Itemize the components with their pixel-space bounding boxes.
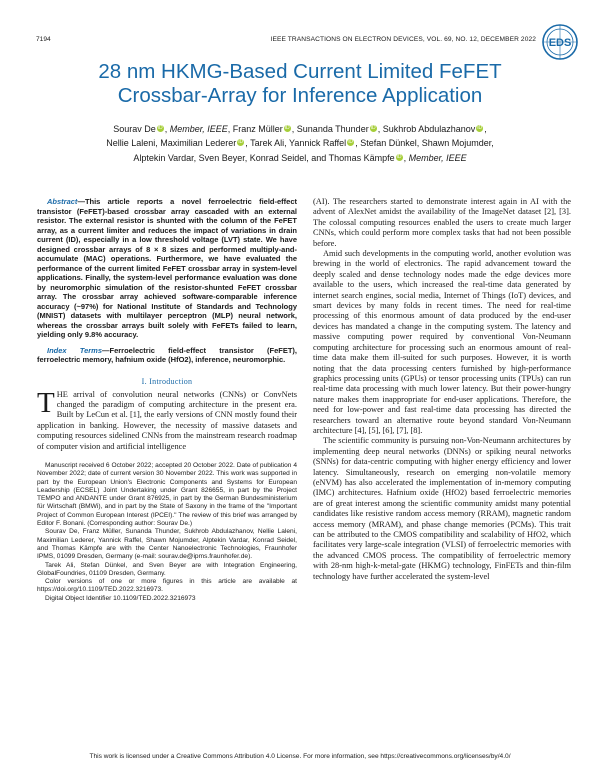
footnote-affiliation-1: Sourav De, Franz Müller, Sunanda Thunder, Sukhrob Abdulazhanov, Nellie Laleni, Maximilian Lederer, Yannick Raffel, Shawn Mojumder, Alptekin Vardar, Konrad Seidel, and Thomas Kämpfe are with the Center Nanoelectronic Technologies, Fraunhofer IPMS, 01099 Dresden, Germany (e-mail: sourav.de@ipms.fraunhofer.de). <box>37 528 297 561</box>
author-text: , Franz Müller <box>227 124 283 134</box>
author-text: Nellie Laleni, Maximilian Lederer <box>106 138 237 149</box>
abstract <box>37 197 297 340</box>
orcid-icon[interactable]: iD <box>370 125 376 131</box>
section-heading-introduction: I. Introduction <box>141 376 193 386</box>
author-text: Sourav De <box>113 124 156 134</box>
footnote-color-versions[interactable]: Color versions of one or more figures in this article are available at https://doi.org/10.1109/TED.2022.3216973. <box>37 578 297 594</box>
author-text: , Sukhrob Abdulazhanov <box>377 124 476 134</box>
author-text: , Stefan Dünkel, Shawn Mojumder, <box>355 138 494 149</box>
abstract-text: —This article reports a novel ferroelectric field-effect transistor (FeFET)-based crossbar array cascaded with an external resistor. The external resistor is shunted with the column of the FeFET array, as a current limiter and reduces the impact of variations in drain current (ID), especially in a low threshold voltage (LVT) state. We have designed crossbar arrays of 8 × 8 sizes and performed multiply-and-accumulate (MAC) operations. Furthermore, we have evaluated the performance of the current limited FeFET crossbar array in system-level applications. Finally, the system-level performance evaluation was done by neuromorphic simulation of the resistor-shunted FeFET crossbar array. The crossbar array achieved software-comparable inference accuracy (~97%) for National Institute of Standards and Technology (MNIST) datasets with multilayer perceptron (MLP) neural network, whereas the crossbar arrays built solely with FeFETs failed to learn, yielding only 9.8% accuracy. <box>37 197 297 339</box>
drop-cap: T <box>37 386 55 419</box>
author-text: Alptekin Vardar, Sven Beyer, Konrad Seidel, and Thomas Kämpfe <box>133 152 395 163</box>
orcid-icon[interactable]: iD <box>396 153 402 160</box>
author-text: , Sunanda Thunder <box>291 124 369 134</box>
orcid-icon[interactable]: iD <box>348 139 354 146</box>
paper-title <box>40 60 560 108</box>
right-column <box>313 197 571 582</box>
orcid-icon[interactable]: iD <box>284 125 290 131</box>
body-paragraph: Amid such developments in the computing world, another evolution was brewing in the world of electronics. The rapid advancement toward the deeply scaled and dense technology nodes made the edge devices more available to the users, which increased the real-time data generated by internet search engines, social media, Internet of Things (IoT) devices, and smart devices by many folds in recent times. The need for real-time processing of this enormous amount of data produced by the end-user devices has mandated a change in the computing system. The latency and massive computing power required by conventional Von-Neumann computing architecture for processing such an enormous amount of real-time data make them ill-suited for such purposes. However, it is worth noting that the data processing centers furnished by high-performance graphics processing units (GPUs) or tensor processing units (TPUs) can run real-time data processing with much lower latency. But their power-hungry nature makes them inappropriate for end-user applications. Therefore, the need for low-power and fast real-time data processing has directed the researchers toward an alternative route beyond standard Von-Neumann architecture [4], [5], [6], [7], [8]. <box>313 249 571 435</box>
orcid-icon[interactable]: iD <box>238 139 244 146</box>
author-line-1: Sourav De iD , Member, IEEE, Franz Müller iD , Sunanda Thunder iD , Sukhrob Abdulazhanov iD , <box>113 124 487 134</box>
left-column <box>37 197 297 603</box>
footnotes <box>37 462 297 603</box>
title-line-2: Crossbar-Array for Inference Application <box>117 84 483 107</box>
orcid-icon[interactable]: iD <box>157 125 163 131</box>
footnote-manuscript: Manuscript received 6 October 2022; accepted 20 October 2022. Date of publication 4 November 2022; date of current version 30 November 2022. This work was supported in part by the European Union's Electronic Components and Systems for European Leadership (ECSEL) Joint Undertaking under Grant 826655, in part by the Project TEMPO and ANDANTE under Grant 876925, in part by the German Bundesministerium für Wirtschaft (BMWi), and in part by the State of Saxony in the frame of the "Important Project of Common European Interest (IPCEI)." The review of this brief was arranged by Editor F. Bonani. (Corresponding author: Sourav De.) <box>37 461 297 528</box>
footnote-doi: Digital Object Identifier 10.1109/TED.2022.3216973 <box>45 594 196 602</box>
page-number: 7194 <box>36 36 51 43</box>
index-terms-text: —Ferroelectric field-effect transistor (FeFET), ferroelectric memory, hafnium oxide (HfO2), inference, neuromorphic. <box>37 345 298 364</box>
body-paragraph: (AI). The researchers started to demonstrate interest again in AI with the advent of AlexNet amidst the availability of the ImageNet dataset [2], [3]. The colossal computing resources enabled the users to create much larger CNNs, which could perform more complex tasks that had not been possible before. <box>313 197 571 248</box>
index-terms-label: Index Terms <box>47 345 103 355</box>
author-line-3: Alptekin Vardar, Sven Beyer, Konrad Seidel, and Thomas Kämpfe iD , Member, IEEE <box>133 152 467 163</box>
journal-name: IEEE TRANSACTIONS ON ELECTRON DEVICES, VOL. 69, NO. 12, DECEMBER 2022 <box>270 36 536 43</box>
license-footer[interactable]: This work is licensed under a Creative Commons Attribution 4.0 License. For more information, see https://creativecommons.org/licenses/by/4.0/ <box>89 753 511 760</box>
author-text: , Tarek Ali, Yannick Raffel <box>245 138 347 149</box>
logo-text: EDS <box>548 37 572 49</box>
author-line-2 <box>40 136 560 150</box>
intro-paragraph <box>37 386 297 452</box>
member-label: Member, IEEE <box>169 124 228 134</box>
title-line-1: 28 nm HKMG-Based Current Limited FeFET <box>98 60 502 83</box>
footnote-affiliation-2: Tarek Ali, Stefan Dünkel, and Sven Beyer are with Integration Engineering, GlobalFoundries, 01109 Dresden, Germany. <box>37 561 297 577</box>
body-paragraph: The scientific community is pursuing non-Von-Neumann architectures by implementing deep neural networks (DNNs) or spiking neural networks (SNNs) for data-centric computing with higher energy efficiency and lower latency. Simultaneously, research on emerging non-volatile memory (eNVM) has also accelerated the implementation of in-memory computing (IMC) architectures. Hafnium oxide (HfO2) based ferroelectric memories are of great interest among the scientific community amidst many potential candidates like resistive random access memory (RRAM), magnetic random access memory (MRAM), and phase change memories (PCMs). This trait can be attributed to the CMOS compatibility and scalability of HfO2, which facilitates very large-scale integration (VLSI) of ferroelectric memories with the advanced CMOS process. The compatibility of ferroelectric memory with 28-nm high-k-metal-gate (HKMG) technology, FinFETs and thin-film technology have further accelerated the system-level <box>313 436 571 581</box>
running-header <box>36 36 536 48</box>
orcid-icon[interactable]: iD <box>477 125 483 131</box>
member-label: Member, IEEE <box>408 152 467 163</box>
eds-logo-icon <box>540 22 580 62</box>
abstract-label: Abstract <box>47 197 78 206</box>
index-terms <box>37 346 297 365</box>
intro-text: HE arrival of convolution neural networks (CNNs) or ConvNets changed the paradigm of computing architecture in the present era. Built by LeCun et al. [1], the early versions of CNN mostly found their application in banking. However, the necessity of massive datasets and computing resources sidelined CNNs from the mainstream research roadmap of computer vision and artificial intelligence <box>37 389 297 451</box>
author-list <box>40 122 560 165</box>
